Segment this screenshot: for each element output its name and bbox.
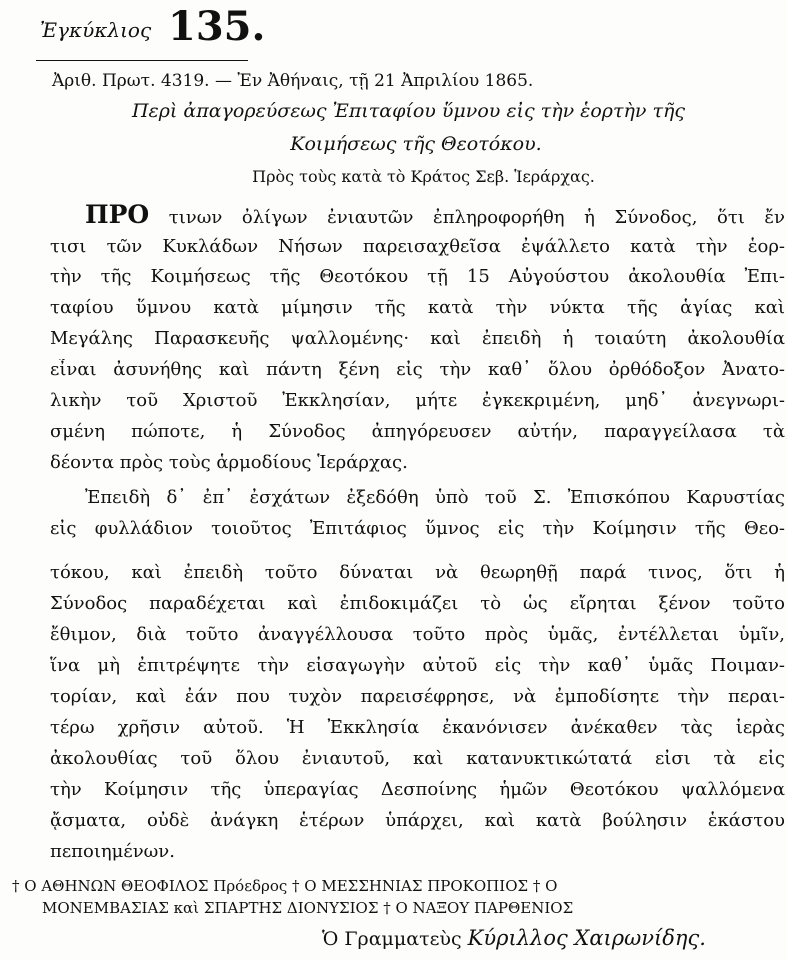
paragraph-line: σμένη πώποτε, ἡ Σύνοδος ἀπηγόρευσεν αὐτήν, παραγγείλασα τὰ [50,421,785,442]
paragraph-line: τὴν Κοίμησιν τῆς ὑπεραγίας Δεσποίνης ἡμῶν Θεοτόκου ψαλλόμενα [50,779,785,800]
paragraph-line: τισι τῶν Κυκλάδων Νήσων παρεισαχθεῖσα ἐψάλλετο κατὰ τὴν ἑορ- [50,236,785,257]
signatures-line-2: ΜΟΝΕΜΒΑΣΙΑΣ καὶ ΣΠΑΡΤΗΣ ΔΙΟΝΥΣΙΟΣ † Ο ΝΑΞΟΥ ΠΑΡΘΕΝΙΟΣ [42,899,574,917]
paragraph-line: εἰς φυλλάδιον τοιοῦτος Ἐπιτάφιος ὕμνος εἰς τὴν Κοίμησιν τῆς Θεο- [50,518,785,539]
paragraph-line: ἔθιμον, διὰ τοῦτο ἀναγγέλλουσα τοῦτο πρὸς ὑμᾶς, ἐντέλλεται ὑμῖν, [50,624,785,645]
circular-label: Ἐγκύκλιος [40,18,152,42]
circular-number: 135. [168,3,266,50]
first-line-text: τινων ὀλίγων ἐνιαυτῶν ἐπληροφορήθη ἡ Σύνοδος, ὅτι ἔν [149,207,785,228]
secretary-name: Κύριλλος Χαιρωνίδης. [467,926,706,950]
paragraph-line: πεποιημένων. [50,841,175,862]
paragraph-line: εἶναι ἀσυνήθης καὶ πάντη ξένη εἰς τὴν καθ᾽ ὅλου ὀρθόδοξον Ἀνατο- [50,359,785,380]
paragraph-line: τόκου, καὶ ἐπειδὴ τοῦτο δύναται νὰ θεωρηθῇ παρά τινος, ὅτι ἡ [50,562,785,583]
addressee-line: Πρὸς τοὺς κατὰ τὸ Κράτος Σεβ. Ἱεράρχας. [252,167,595,186]
paragraph-2-line: Ἐπειδὴ δ᾽ ἐπ᾽ ἐσχάτων ἐξεδόθη ὑπὸ τοῦ Σ. Ἐπισκόπου Καρυστίας [85,487,785,508]
paragraph-line: Μεγάλης Παρασκευῆς ψαλλομένης· καὶ ἐπειδὴ ἡ τοιαύτη ἀκολουθία [50,328,785,349]
paragraph-line: Σύνοδος παραδέχεται καὶ ἐπιδοκιμάζει τὸ ὡς εἴρηται ξένον τοῦτο [50,593,785,614]
paragraph-line: ἀκολουθίας τοῦ ὅλου ἐνιαυτοῦ, καὶ κατανυκτικώτατά εἰσι τὰ εἰς [50,748,785,769]
secretary-signature [322,926,706,950]
paragraph-line: ᾄσματα, οὐδὲ ἀνάγκη ἑτέρων ὑπάρχει, καὶ κατὰ βούλησιν ἑκάστου [50,810,785,831]
paragraph-line: λικὴν τοῦ Χριστοῦ Ἐκκλησίαν, μήτε ἐγκεκριμένη, μηδ᾽ ἀνεγνωρι- [50,390,785,411]
title-underline [36,60,248,61]
paragraph-line: τορίαν, καὶ ἐάν που τυχὸν παρεισέφρησε, νὰ ἐμποδίσητε τὴν περαι- [50,686,785,707]
paragraph-line: ταφίου ὕμνου κατὰ μίμησιν τῆς κατὰ τὴν νύκτα τῆς ἁγίας καὶ [50,297,785,318]
signatures-line-1: † Ο ΑΘΗΝΩΝ ΘΕΟΦΙΛΟΣ Πρόεδρος † Ο ΜΕΣΣΗΝΙΑΣ ΠΡΟΚΟΠΙΟΣ † Ο [12,877,558,895]
paragraph-line: τέρω χρῆσιν αὐτοῦ. Ἡ Ἐκκλησία ἐκανόνισεν ἀνέκαθεν τὰς ἱερὰς [50,717,785,738]
secretary-title: Ὁ Γραμματεὺς [322,928,462,950]
subject-line-1: Περὶ ἀπαγορεύσεως Ἐπιταφίου ὕμνου εἰς τὴν ἑορτὴν τῆς [131,100,685,122]
paragraph-line: ἵνα μὴ ἐπιτρέψητε τὴν εἰσαγωγὴν αὐτοῦ εἰς τὴν καθ᾽ ὑμᾶς Ποιμαν- [50,655,785,676]
initial-word: ΠΡΟ [85,200,150,229]
paragraph-line: τὴν τῆς Κοιμήσεως τῆς Θεοτόκου τῇ 15 Αὐγούστου ἀκολουθία Ἐπι- [50,266,785,287]
protocol-line: Ἀριθ. Πρωτ. 4319. — Ἐν Ἀθήναις, τῇ 21 Ἀπριλίου 1865. [52,71,534,91]
paragraph-line: δέοντα πρὸς τοὺς ἁρμοδίους Ἱεράρχας. [50,452,408,473]
subject-line-2: Κοιμήσεως τῆς Θεοτόκου. [290,133,542,155]
paragraph-1-first-line [85,200,785,229]
